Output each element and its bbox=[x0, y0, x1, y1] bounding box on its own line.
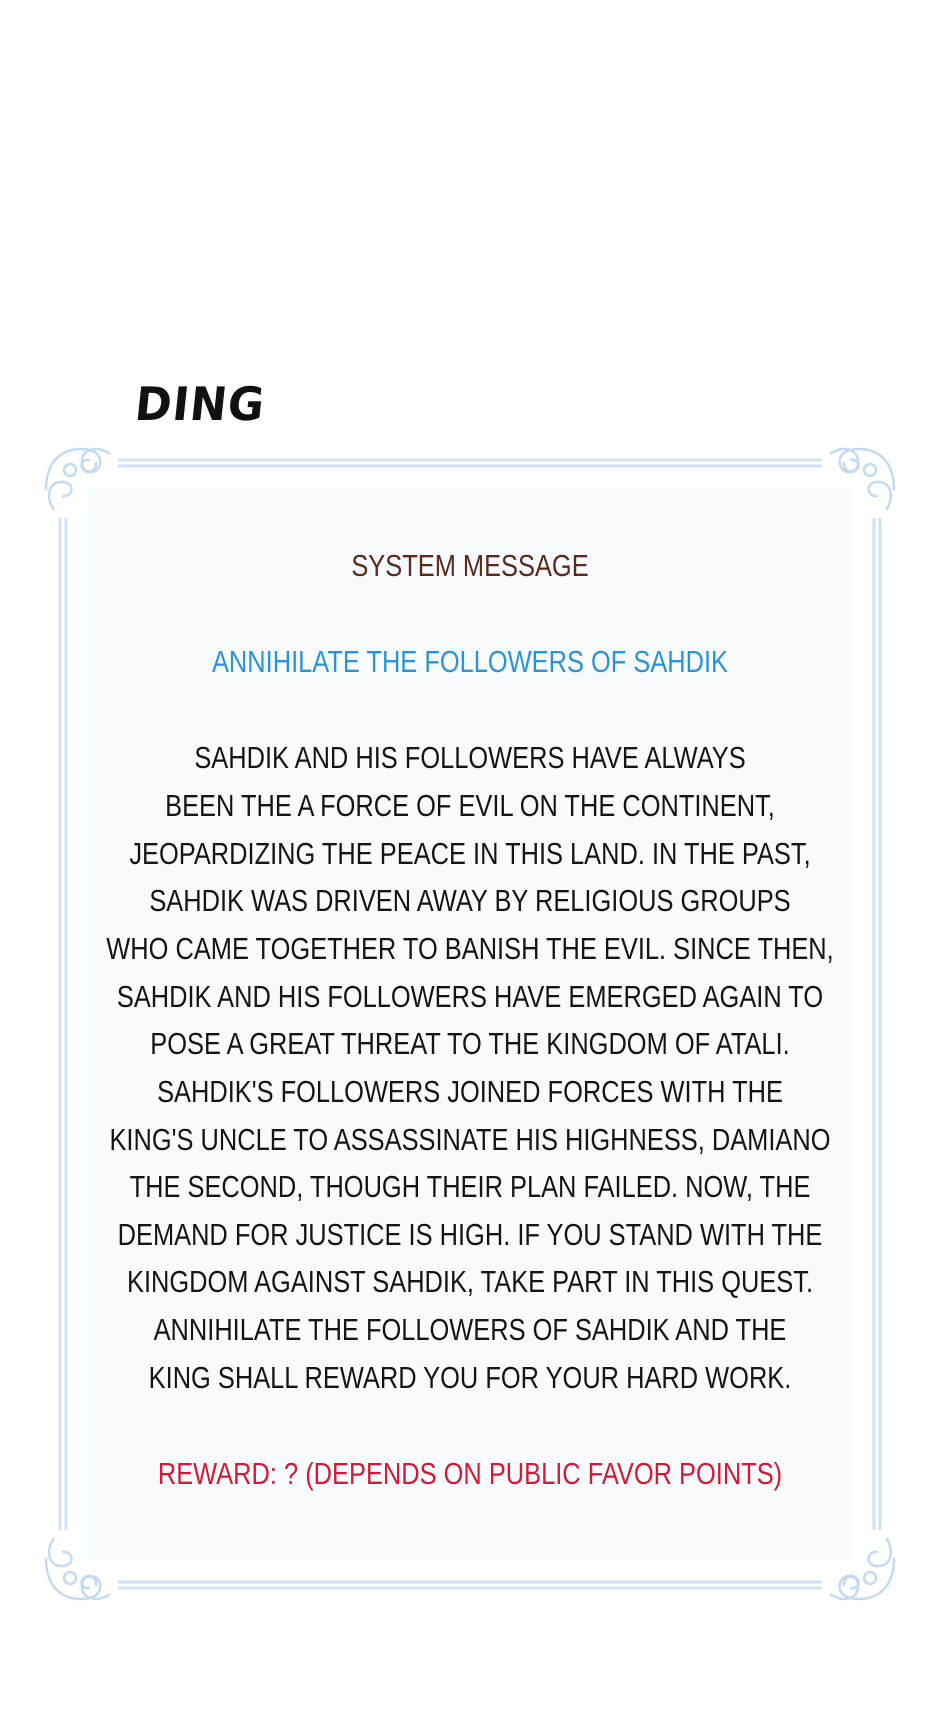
quest-description-line: DEMAND FOR JUSTICE IS HIGH. IF YOU STAND WITH THE bbox=[117, 1217, 823, 1252]
quest-description-line: SAHDIK'S FOLLOWERS JOINED FORCES WITH THE bbox=[157, 1074, 783, 1109]
quest-description-line: SAHDIK WAS DRIVEN AWAY BY RELIGIOUS GROUPS bbox=[149, 883, 791, 918]
system-message-title: SYSTEM MESSAGE bbox=[351, 548, 589, 583]
quest-description-line: SAHDIK AND HIS FOLLOWERS HAVE ALWAYS bbox=[194, 740, 746, 775]
quest-reward: REWARD: ? (DEPENDS ON PUBLIC FAVOR POINTS) bbox=[157, 1456, 783, 1491]
quest-description-line: SAHDIK AND HIS FOLLOWERS HAVE EMERGED AGAIN TO bbox=[116, 979, 824, 1014]
quest-description-line: WHO CAME TOGETHER TO BANISH THE EVIL. SINCE THEN, bbox=[106, 931, 834, 966]
quest-description-line: KING SHALL REWARD YOU FOR YOUR HARD WORK. bbox=[148, 1360, 792, 1395]
quest-description-line: JEOPARDIZING THE PEACE IN THIS LAND. IN THE PAST, bbox=[129, 836, 811, 871]
quest-description-line: KINGDOM AGAINST SAHDIK, TAKE PART IN THIS QUEST. bbox=[126, 1264, 814, 1299]
system-message-frame bbox=[40, 440, 900, 1608]
ding-sound-effect: DING bbox=[132, 378, 268, 432]
quest-description-line: BEEN THE A FORCE OF EVIL ON THE CONTINENT, bbox=[165, 788, 775, 823]
quest-description-line: THE SECOND, THOUGH THEIR PLAN FAILED. NOW, THE bbox=[129, 1169, 811, 1204]
quest-description-line: ANNIHILATE THE FOLLOWERS OF SAHDIK AND THE bbox=[153, 1312, 787, 1347]
quest-name: ANNIHILATE THE FOLLOWERS OF SAHDIK bbox=[211, 644, 729, 679]
quest-description-line: POSE A GREAT THREAT TO THE KINGDOM OF ATALI. bbox=[150, 1026, 790, 1061]
quest-description-line: KING'S UNCLE TO ASSASSINATE HIS HIGHNESS, DAMIANO bbox=[109, 1122, 831, 1157]
